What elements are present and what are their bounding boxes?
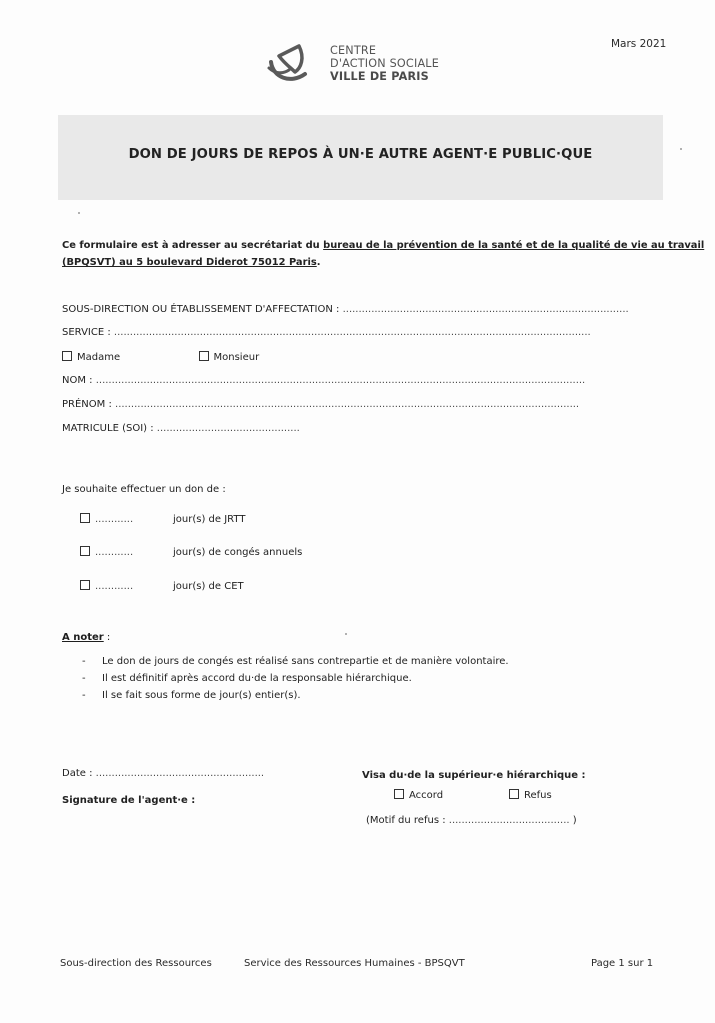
- motif-refus-field[interactable]: [366, 815, 577, 826]
- monsieur-label: Monsieur: [213, 352, 260, 363]
- jrtt-days-input[interactable]: ............: [95, 514, 134, 525]
- service-dotted-line[interactable]: ......................................................................................................................................................: [113, 327, 591, 338]
- affectation-field[interactable]: [62, 304, 629, 315]
- monsieur-checkbox[interactable]: [199, 351, 209, 361]
- logo-line-3: VILLE DE PARIS: [330, 70, 429, 83]
- conges-days-input[interactable]: ............: [95, 547, 134, 558]
- donation-option-conges[interactable]: [80, 546, 302, 558]
- affectation-dotted-line[interactable]: ..........................................................................................: [342, 304, 629, 315]
- prenom-field[interactable]: [62, 399, 579, 410]
- date-label: Date :: [62, 768, 93, 779]
- accord-checkbox[interactable]: [394, 789, 404, 799]
- footer-left: Sous-direction des Ressources: [60, 958, 212, 969]
- accord-option[interactable]: [394, 789, 443, 801]
- madame-option[interactable]: [62, 352, 120, 363]
- scan-speck: [78, 212, 80, 214]
- conges-label: jour(s) de congés annuels: [173, 547, 303, 558]
- date-field[interactable]: [62, 768, 264, 779]
- page-number: Page 1 sur 1: [591, 958, 654, 969]
- agent-signature-label: Signature de l'agent·e :: [62, 795, 196, 806]
- matricule-dotted-line[interactable]: .............................................: [156, 423, 300, 434]
- boat-sail-logo-icon: [265, 40, 315, 88]
- service-field[interactable]: [62, 327, 591, 338]
- affectation-label: SOUS-DIRECTION OU ÉTABLISSEMENT D'AFFECTATION :: [62, 304, 340, 315]
- jrtt-checkbox[interactable]: [80, 513, 90, 523]
- refus-option[interactable]: [509, 789, 552, 801]
- jrtt-label: jour(s) de JRTT: [173, 514, 246, 525]
- matricule-field[interactable]: [62, 423, 300, 434]
- date-dotted-line[interactable]: .....................................................: [95, 768, 265, 779]
- cet-checkbox[interactable]: [80, 580, 90, 590]
- footer-center: Service des Ressources Humaines - BPSQVT: [244, 958, 465, 969]
- cet-label: jour(s) de CET: [173, 581, 244, 592]
- prenom-dotted-line[interactable]: ..................................................................................................................................................: [115, 399, 580, 410]
- accord-label: Accord: [409, 790, 444, 801]
- intro-text: [62, 237, 704, 271]
- note-item: - Le don de jours de congés est réalisé sans contrepartie et de manière volontaire.: [82, 656, 509, 667]
- note-item: - Il se fait sous forme de jour(s) entier(s).: [82, 690, 301, 701]
- madame-checkbox[interactable]: [62, 351, 72, 361]
- intro-prefix: Ce formulaire est à adresser au secrétariat du: [62, 240, 324, 251]
- visa-label: Visa du·de la supérieur·e hiérarchique :: [362, 770, 586, 781]
- scan-speck: [345, 633, 347, 635]
- logo-line-1: CENTRE: [330, 44, 377, 57]
- nom-field[interactable]: [62, 375, 585, 386]
- intro-address-line-2: (BPQSVT) au 5 boulevard Diderot 75012 Paris: [62, 257, 317, 268]
- logo-line-2: D'ACTION SOCIALE: [330, 57, 439, 70]
- conges-checkbox[interactable]: [80, 546, 90, 556]
- motif-close: ): [572, 815, 577, 826]
- note-item: - Il est définitif après accord du·de la responsable hiérarchique.: [82, 673, 412, 684]
- organization-name: [330, 44, 439, 83]
- monsieur-option[interactable]: [199, 352, 260, 363]
- refus-checkbox[interactable]: [509, 789, 519, 799]
- notes-heading: A noter :: [62, 632, 111, 643]
- madame-label: Madame: [77, 352, 121, 363]
- motif-label: (Motif du refus :: [366, 815, 446, 826]
- cet-days-input[interactable]: ............: [95, 581, 134, 592]
- donation-option-jrtt[interactable]: [80, 513, 245, 525]
- prenom-label: PRÉNOM :: [62, 399, 112, 410]
- matricule-label: MATRICULE (SOI) :: [62, 423, 154, 434]
- civility-row: [62, 351, 259, 363]
- form-title: DON DE JOURS DE REPOS À UN·E AUTRE AGENT·E PUBLIC·QUE: [128, 147, 593, 162]
- intro-address-line-1: bureau de la prévention de la santé et de la qualité de vie au travail: [323, 240, 705, 251]
- refus-label: Refus: [524, 790, 552, 801]
- service-label: SERVICE :: [62, 327, 111, 338]
- donation-option-cet[interactable]: [80, 580, 244, 592]
- donation-label: Je souhaite effectuer un don de :: [62, 484, 226, 495]
- nom-label: NOM :: [62, 375, 93, 386]
- intro-suffix: .: [316, 257, 321, 268]
- document-date: Mars 2021: [611, 38, 667, 50]
- nom-dotted-line[interactable]: ..........................................................................................................................................................: [95, 375, 586, 386]
- scan-speck: [680, 148, 682, 150]
- motif-dotted-line[interactable]: ......................................: [448, 815, 570, 826]
